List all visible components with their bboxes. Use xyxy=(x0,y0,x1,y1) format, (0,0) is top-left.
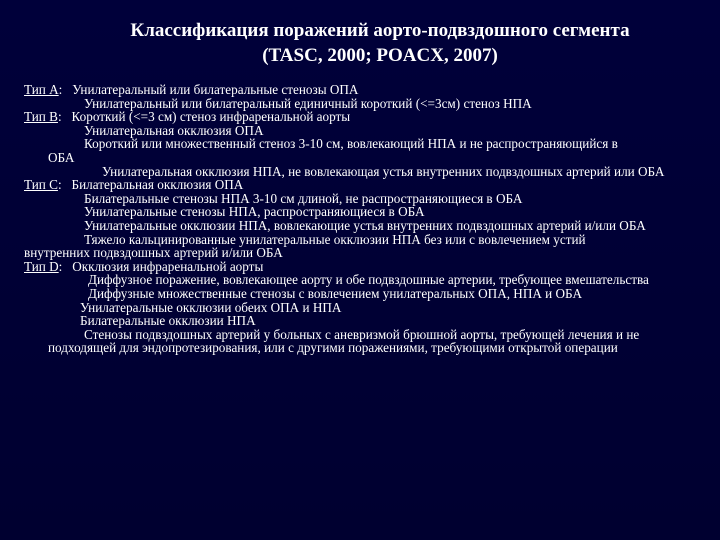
type-c-row: Тип С: Билатеральная окклюзия ОПА xyxy=(24,177,244,193)
type-b-row: Тип В: Короткий (<=3 см) стеноз инфраренальной аорты xyxy=(24,109,351,125)
type-a-row: Тип А: Унилатеральный или билатеральные стенозы ОПА xyxy=(24,82,359,97)
title-line-1: Классификация поражений аорто-подвздошного сегмента xyxy=(130,20,630,41)
type-d-item-5: Билатеральные окклюзии НПА xyxy=(80,313,256,329)
type-a-item-2: Унилатеральный или билатеральный единичный короткий (<=3см) стеноз НПА xyxy=(84,95,532,111)
classification-list xyxy=(24,83,704,355)
type-a-label: Тип А xyxy=(24,82,59,97)
type-d-label: Тип D xyxy=(24,258,59,274)
type-c-item-4: Унилатеральные окклюзии НПА, вовлекающие устья внутренних подвздошных артерий и/или ОБА xyxy=(84,217,646,233)
type-c-item-3: Унилатеральные стенозы НПА, распространяющиеся в ОБА xyxy=(84,204,425,220)
type-c-item-2: Билатеральные стенозы НПА 3-10 см длиной, не распространяющиеся в ОБА xyxy=(84,190,523,206)
type-b-item-2: Унилатеральная окклюзия ОПА xyxy=(84,122,264,138)
type-c-item-1: Билатеральная окклюзия ОПА xyxy=(71,177,244,193)
type-c-label: Тип С xyxy=(24,177,58,193)
type-b-item-1: Короткий (<=3 см) стеноз инфраренальной аорты xyxy=(71,109,351,125)
type-b-item-4: Унилатеральная окклюзия НПА, не вовлекающая устья внутренних подвздошных артерий или ОБА xyxy=(102,163,665,179)
type-d-item-3: Диффузные множественные стенозы с вовлечением унилатеральных ОПА, НПА и ОБА xyxy=(88,285,582,301)
type-d-item-1: Окклюзия инфраренальной аорты xyxy=(72,258,264,274)
type-d-item-2: Диффузное поражение, вовлекающее аорту и обе подвздошные артерии, требующее вмешательства xyxy=(88,272,649,288)
type-d-item-4: Унилатеральные окклюзии обеих ОПА и НПА xyxy=(80,299,342,315)
type-d-row: Тип D: Окклюзия инфраренальной аорты xyxy=(24,258,264,274)
slide-title xyxy=(40,18,720,68)
title-line-2: (TASC, 2000; POACX, 2007) xyxy=(262,45,498,66)
type-b-item-3: Короткий или множественный стеноз 3-10 см, вовлекающий НПА и не распространяющийся в ОБА xyxy=(48,136,618,165)
type-b-label: Тип В xyxy=(24,109,58,125)
type-d-item-6: Стенозы подвздошных артерий у больных с аневризмой брюшной аорты, требующей лечения и не подходящей для эндопротезирования, или с другими поражениями, требующими открытой операции xyxy=(48,326,640,356)
type-c-item-5: Тяжело кальцинированные унилатеральные окклюзии НПА без или с вовлечением устий внутренних подвздошных артерий и/или ОБА xyxy=(24,231,586,261)
type-a-item-1: Унилатеральный или билатеральные стенозы ОПА xyxy=(72,82,359,97)
